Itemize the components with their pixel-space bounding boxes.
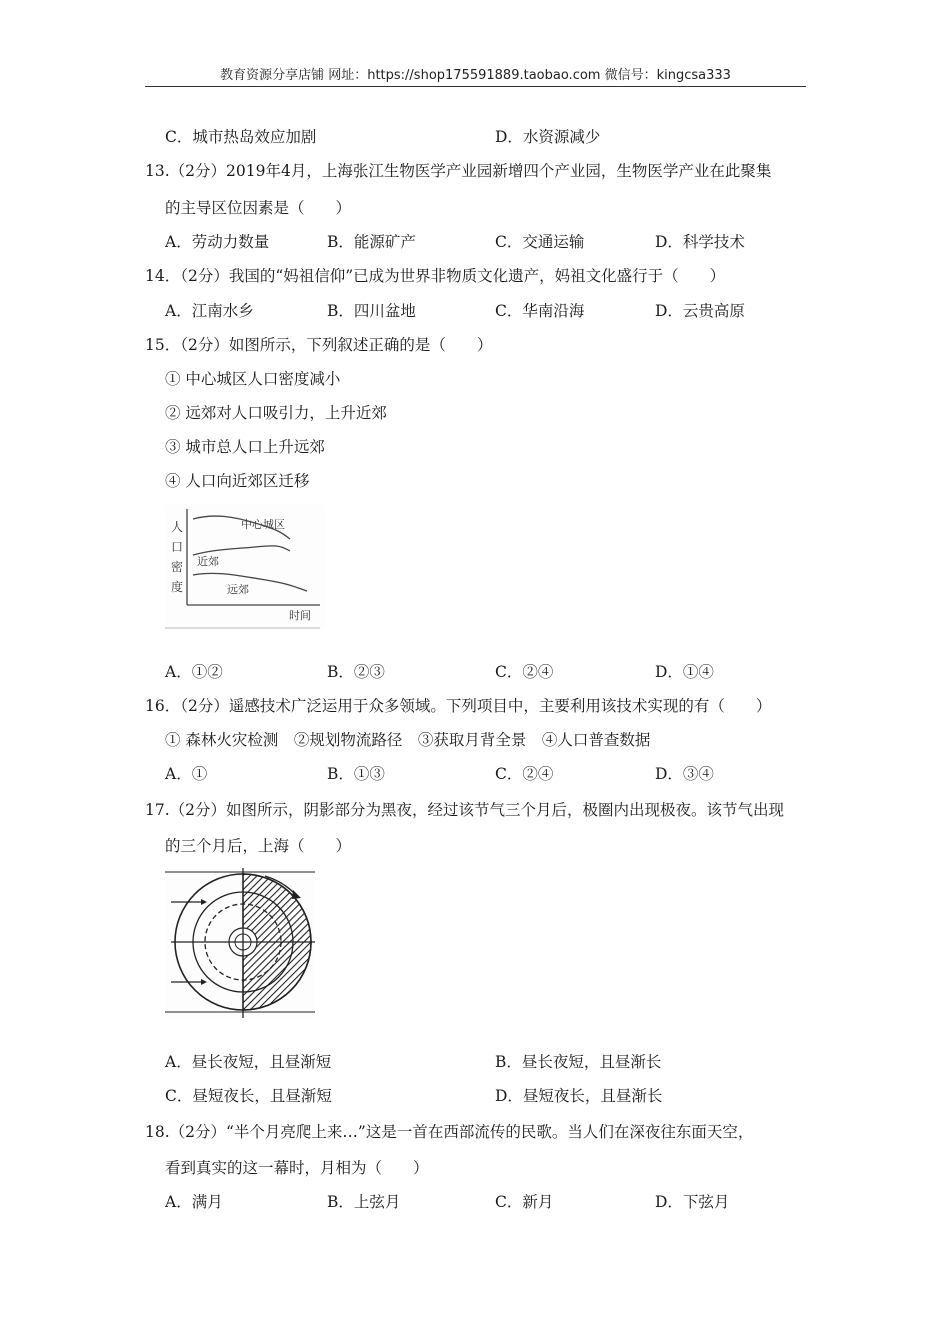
q16-option-b: B．①③	[327, 765, 385, 783]
ylabel-char-1: 人	[171, 520, 184, 534]
q18-stem-line2: 看到真实的这一幕时，月相为（ ）	[165, 1159, 429, 1177]
q17-option-a: A．昼长夜短，且昼渐短	[165, 1053, 332, 1071]
q18-option-d: D．下弦月	[655, 1193, 730, 1211]
q17-stem-line1: 17.（2分）如图所示，阴影部分为黑夜，经过该节气三个月后，极圈内出现极夜。该节气出现	[145, 801, 785, 819]
q15-stem: 15．（2分）如图所示，下列叙述正确的是（ ）	[145, 336, 493, 354]
q13-option-c: C．交通运输	[495, 233, 585, 251]
header-divider	[145, 86, 806, 87]
q15-option-c: C．②④	[495, 663, 554, 681]
q15-option-d: D．①④	[655, 663, 714, 681]
q15-option-b: B．②③	[327, 663, 385, 681]
q15-statement-3: ③ 城市总人口上升远郊	[165, 438, 325, 456]
ylabel-char-3: 密	[171, 560, 184, 574]
q15-option-a: A．①②	[165, 663, 223, 681]
q16-option-a: A．①	[165, 765, 208, 783]
q18-stem-line1: 18.（2分）“半个月亮爬上来…”这是一首在西部流传的民歌。当人们在深夜往东面天空，	[145, 1123, 754, 1141]
q14-option-a: A．江南水乡	[165, 302, 254, 320]
q15-statement-2: ② 远郊对人口吸引力，上升近郊	[165, 404, 387, 422]
q14-option-b: B．四川盆地	[327, 302, 416, 320]
q16-stem: 16．（2分）遥感技术广泛运用于众多领域。下列项目中，主要利用该技术实现的有（ ）	[145, 697, 772, 715]
q13-option-a: A．劳动力数量	[165, 233, 270, 251]
ylabel-char-4: 度	[171, 580, 184, 594]
ylabel-char-2: 口	[171, 540, 184, 554]
q15-statement-4: ④ 人口向近郊区迁移	[165, 472, 310, 490]
q14-stem: 14．（2分）我国的“妈祖信仰”已成为世界非物质文化遗产，妈祖文化盛行于（ ）	[145, 267, 726, 285]
q17-option-c: C．昼短夜长，且昼渐短	[165, 1087, 332, 1105]
q13-option-b: B．能源矿产	[327, 233, 416, 251]
q13-option-d: D．科学技术	[655, 233, 745, 251]
q15-statement-1: ① 中心城区人口密度减小	[165, 370, 341, 388]
q14-option-d: D．云贵高原	[655, 302, 745, 320]
q18-option-c: C．新月	[495, 1193, 554, 1211]
q17-option-b: B．昼长夜短，且昼渐长	[495, 1053, 662, 1071]
label-near-suburb: 近郊	[197, 555, 219, 568]
q18-option-b: B．上弦月	[327, 1193, 401, 1211]
q12-option-d: D．水资源减少	[495, 128, 601, 146]
q17-stem-line2: 的三个月后，上海（ ）	[165, 837, 352, 855]
earth-illumination-figure	[165, 868, 315, 1018]
x-axis-label: 时间	[289, 609, 311, 622]
q12-option-c: C．城市热岛效应加剧	[165, 128, 317, 146]
q14-option-c: C．华南沿海	[495, 302, 585, 320]
q18-option-a: A．满月	[165, 1193, 223, 1211]
q13-stem-line2: 的主导区位因素是（ ）	[165, 199, 352, 217]
population-density-figure	[165, 505, 325, 630]
page-header: 教育资源分享店铺 网址：https://shop175591889.taobao.com 微信号：kingcsa333	[220, 68, 731, 83]
q17-option-d: D．昼短夜长，且昼渐长	[495, 1087, 663, 1105]
q16-option-d: D．③④	[655, 765, 714, 783]
label-far-suburb: 远郊	[227, 583, 249, 596]
q13-stem-line1: 13.（2分）2019年4月，上海张江生物医学产业园新增四个产业园，生物医学产业在此聚集	[145, 162, 772, 180]
q16-option-c: C．②④	[495, 765, 554, 783]
label-center-city: 中心城区	[241, 518, 285, 531]
q16-items: ① 森林火灾检测 ②规划物流路径 ③获取月背全景 ④人口普查数据	[165, 731, 651, 749]
